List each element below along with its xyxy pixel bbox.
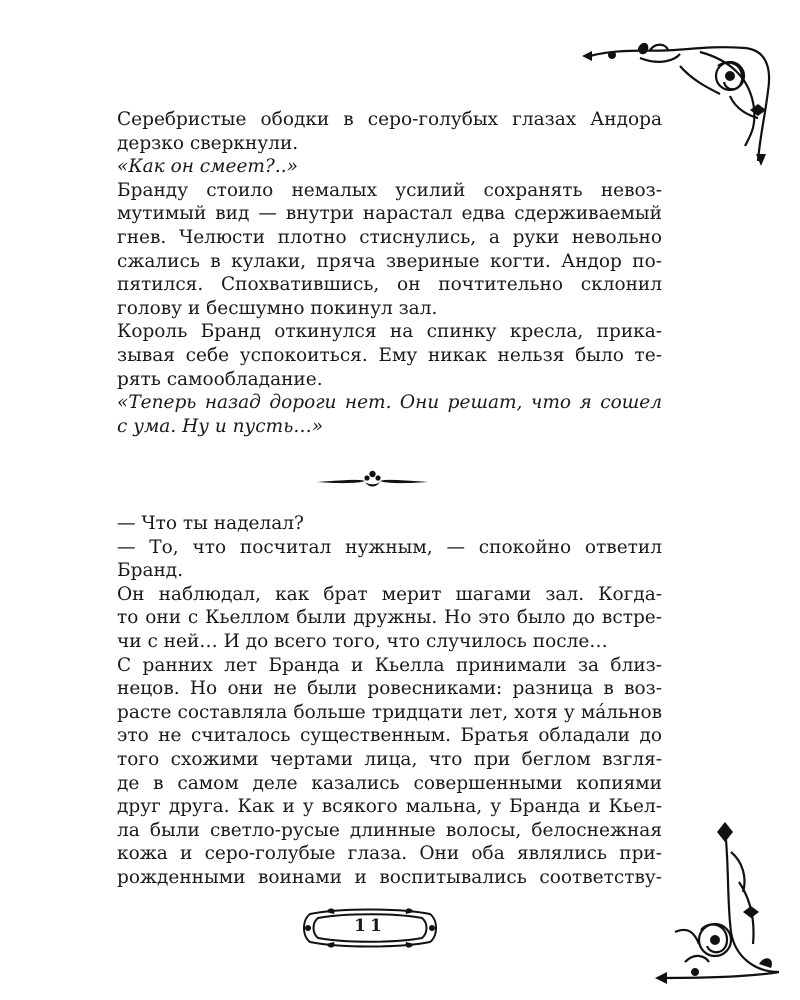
text-line: «Теперь назад дороги нет. Они решат, что я сошел	[117, 392, 662, 414]
text-line: Он наблюдал, как брат мерит шагами зал. Когда-	[117, 583, 662, 605]
text-line: С ранних лет Бранда и Кьелла принимали за близ-	[117, 654, 662, 676]
text-line: то они с Кьеллом были дружны. Но это было до встре-	[117, 607, 662, 629]
text-line: дерзко сверкнули.	[117, 132, 299, 154]
text-line: это не считалось существенным. Братья обладали до	[117, 725, 662, 747]
text-line: Бранду стоило немалых усилий сохранять невоз-	[117, 179, 662, 201]
text-line: с ума. Ну и пусть…»	[117, 415, 324, 437]
text-line: Серебристые ободки в серо-голубых глазах Андора	[117, 109, 662, 130]
text-line: — То, что посчитал нужным, — спокойно ответил	[117, 536, 662, 558]
text-line: ла были светло-русые длинные волосы, белоснежная	[117, 819, 662, 841]
text-line: кожа и серо-голубые глаза. Они оба являлись при-	[117, 843, 662, 865]
text-line: рожденными воинами и воспитывались соответству-	[117, 866, 662, 888]
text-line: сжались в кулаки, пряча звериные когти. Андор по-	[117, 250, 662, 272]
text-line: рять самообладание.	[117, 368, 323, 390]
text-line: нецов. Но они не были ровесниками: разница в воз-	[117, 678, 662, 700]
text-line: «Как он смеет?..»	[117, 156, 298, 178]
text-line: мутимый вид — внутри нарастал едва сдерживаемый	[117, 203, 662, 225]
text-line: Король Бранд откинулся на спинку кресла, прика-	[117, 321, 662, 343]
text-line: Бранд.	[117, 560, 184, 582]
corner-ornament-bottom-icon	[655, 822, 783, 990]
text-line: пятился. Спохватившись, он почтительно склонил	[117, 274, 662, 296]
text-line: друг друга. Как и у всякого мальна, у Бранда и Кьел-	[117, 796, 662, 818]
text-line: зывая себе успокоиться. Ему никак нельзя было те-	[117, 344, 662, 366]
page-number: 11	[354, 916, 386, 936]
text-line: расте составляла больше тридцати лет, хотя у ма́льнов	[117, 701, 662, 723]
text-block-bottom	[117, 512, 662, 890]
page-number-frame	[300, 906, 440, 950]
text-line: того схожими чертами лица, что при беглом взгля-	[117, 748, 662, 770]
text-line: чи с ней… И до всего того, что случилось после…	[117, 630, 608, 652]
text-line: де в самом деле казались совершенными копиями	[117, 772, 662, 794]
text-line: голову и бесшумно покинул зал.	[117, 297, 438, 319]
text-block-top	[117, 108, 662, 438]
text-line: гнев. Челюсти плотно стиснулись, а руки невольно	[117, 226, 662, 248]
section-divider-icon	[315, 466, 430, 496]
text-line: — Что ты наделал?	[117, 513, 304, 534]
